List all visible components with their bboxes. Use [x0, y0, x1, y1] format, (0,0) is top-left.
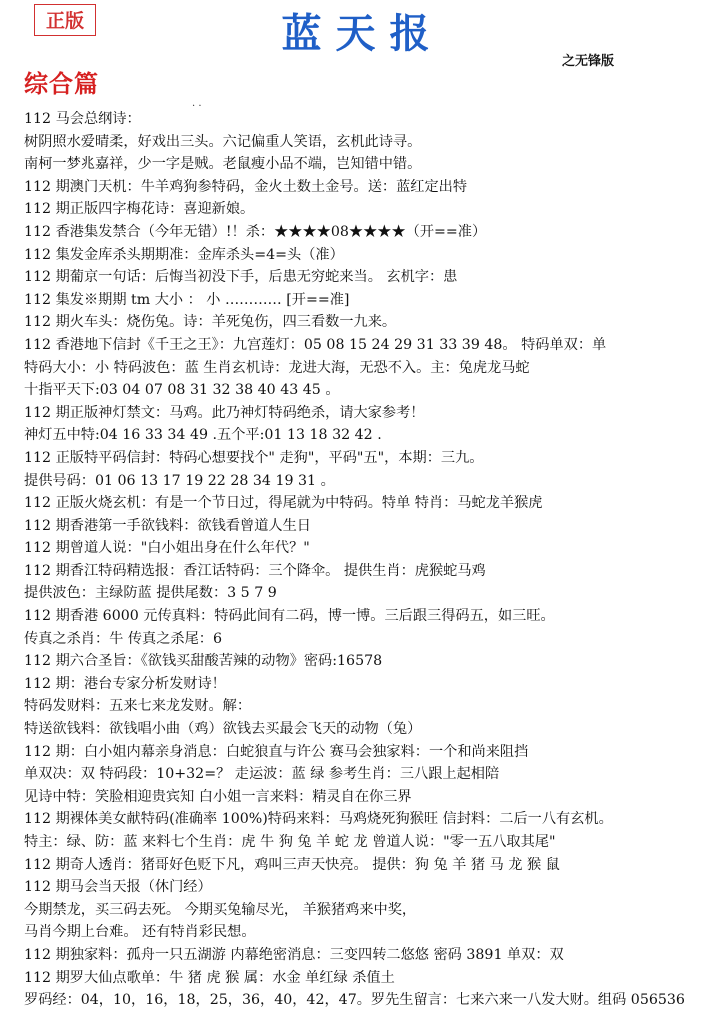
section-heading: 综合篇 — [24, 70, 99, 98]
text-line: 提供波色：主绿防蓝 提供尾数：3 5 7 9 — [24, 585, 277, 602]
text-line: 单双决：双 特码段：10+32=？ 走运波：蓝 绿 参考生肖：三八跟上起相陪 — [24, 766, 500, 783]
text-line: 今期禁龙，买三码去死。 今期买兔输尽光， 羊猴猪鸡来中奖， — [24, 901, 417, 918]
text-line: 112 正版特平码信封：特码心想要找个" 走狗"，平码"五"，本期：三九。 — [24, 449, 484, 466]
text-line: 112 期火车头：烧伤兔。诗：羊死兔伤，四三看数一九来。 — [24, 314, 397, 331]
text-line: 112 期香江特码精选报：香江话特码：三个降伞。 提供生肖：虎猴蛇马鸡 — [24, 562, 486, 579]
text-line: 见诗中特：笑脸相迎贵宾知 白小姐一言来料：精灵自在你三界 — [24, 788, 412, 805]
text-line: 十指平天下:03 04 07 08 31 32 38 40 43 45 。 — [24, 382, 340, 399]
text-line: 112 期香港第一手欲钱料：欲钱看曾道人生日 — [24, 517, 311, 534]
edition-label: 之无锋版 — [562, 54, 615, 69]
text-line: 南柯一梦兆嘉祥，少一字是贼。老鼠瘦小品不端，岂知错中错。 — [24, 156, 422, 173]
text-line: 特码大小：小 特码波色：蓝 生肖玄机诗：龙进大海，无恐不入。主：兔虎龙马蛇 — [24, 359, 530, 376]
text-line: 112 期马会当天报（休门经） — [24, 879, 212, 896]
text-line: 112 期香港 6000 元传真料：特码此间有二码，博一博。三后跟三得码五，如三旺。 — [24, 608, 555, 625]
text-line: 112 香港集发禁合（今年无错）!！杀：★★★★08★★★★（开==准） — [24, 223, 487, 240]
text-line: 112 期澳门天机：牛羊鸡狗参特码，金火土数土金号。送：蓝红定出特 — [24, 178, 468, 195]
text-line: 提供号码：01 06 13 17 19 22 28 34 19 31 。 — [24, 472, 335, 489]
text-line: 112 期罗大仙点歌单：牛 猪 虎 猴 属：水金 单红绿 杀值土 — [24, 969, 395, 986]
text-line: 112 期正版神灯禁文：马鸡。此乃神灯特码绝杀，请大家参考！ — [24, 404, 425, 421]
text-line: 神灯五中特:04 16 33 34 49 .五个平:01 13 18 32 42 . — [24, 427, 382, 444]
text-line: 传真之杀肖：牛 传真之杀尾：6 — [24, 630, 222, 647]
text-line: 112 集发金库杀头期期准：金库杀头=4=头（准） — [24, 246, 344, 263]
text-line: 112 期独家料：孤舟一只五湖游 内幕绝密消息：三变四转二悠悠 密码 3891 单双：双 — [24, 946, 564, 963]
text-line: 特码发财料：五来七来龙发财。解： — [24, 698, 252, 715]
decorative-dots: . . — [192, 98, 202, 109]
text-line: 罗码经：04，10，16，18，25，36，40，42，47。罗先生留言：七来六来一八发大财。组码 056536 — [24, 992, 685, 1009]
text-line: 112 期曾道人说："白小姐出身在什么年代？" — [24, 540, 310, 557]
text-line: 112 期裸体美女献特码(准确率 100%)特码来料：马鸡烧死狗猴旺 信封料：二后一八有玄机。 — [24, 811, 613, 828]
text-line: 112 期：港台专家分析发财诗！ — [24, 675, 226, 692]
text-line: 树阴照水爱晴柔，好戏出三头。六记偏重人笑语，玄机此诗寻。 — [24, 133, 422, 150]
text-line: 112 期奇人透肖：猪哥好色贬下凡，鸡叫三声天快亮。 提供：狗 兔 羊 猪 马 龙 猴 鼠 — [24, 856, 560, 873]
newspaper-title: 蓝天报 — [281, 10, 444, 57]
text-line: 112 期葡京一句话：后悔当初没下手，后患无穷蛇来当。 玄机字：患 — [24, 269, 458, 286]
edition-badge: 正版 — [34, 4, 96, 36]
text-line: 特送欲钱料：欲钱唱小曲（鸡）欲钱去买最会飞天的动物（兔） — [24, 721, 422, 738]
text-line: 特主：绿、防：蓝 来料七个生肖：虎 牛 狗 兔 羊 蛇 龙 曾道人说："零一五八取其尾" — [24, 834, 556, 850]
text-line: 112 马会总纲诗： — [24, 111, 141, 127]
text-line: 112 期六合圣旨：《欲钱买甜酸苦辣的动物》密码:16578 — [24, 653, 383, 670]
text-line: 112 香港地下信封《千王之王》：九宫莲灯：05 08 15 24 29 31 33 39 48。 特码单双：单 — [24, 336, 607, 353]
text-line: 112 期：白小姐内幕亲身消息：白蛇狼直与许公 赛马会独家料：一个和尚来阻挡 — [24, 743, 529, 760]
text-line: 马肖今期上台难。 还有特肖彩民想。 — [24, 924, 256, 941]
text-line: 112 期正版四字梅花诗：喜迎新娘。 — [24, 201, 255, 218]
text-line: 112 集发※期期 tm 大小 ： 小 ………… [开==准] — [24, 291, 350, 308]
text-body — [24, 108, 714, 1012]
text-line: 112 正版火烧玄机：有是一个节日过，得尾就为中特码。特单 特肖：马蛇龙羊猴虎 — [24, 495, 543, 512]
